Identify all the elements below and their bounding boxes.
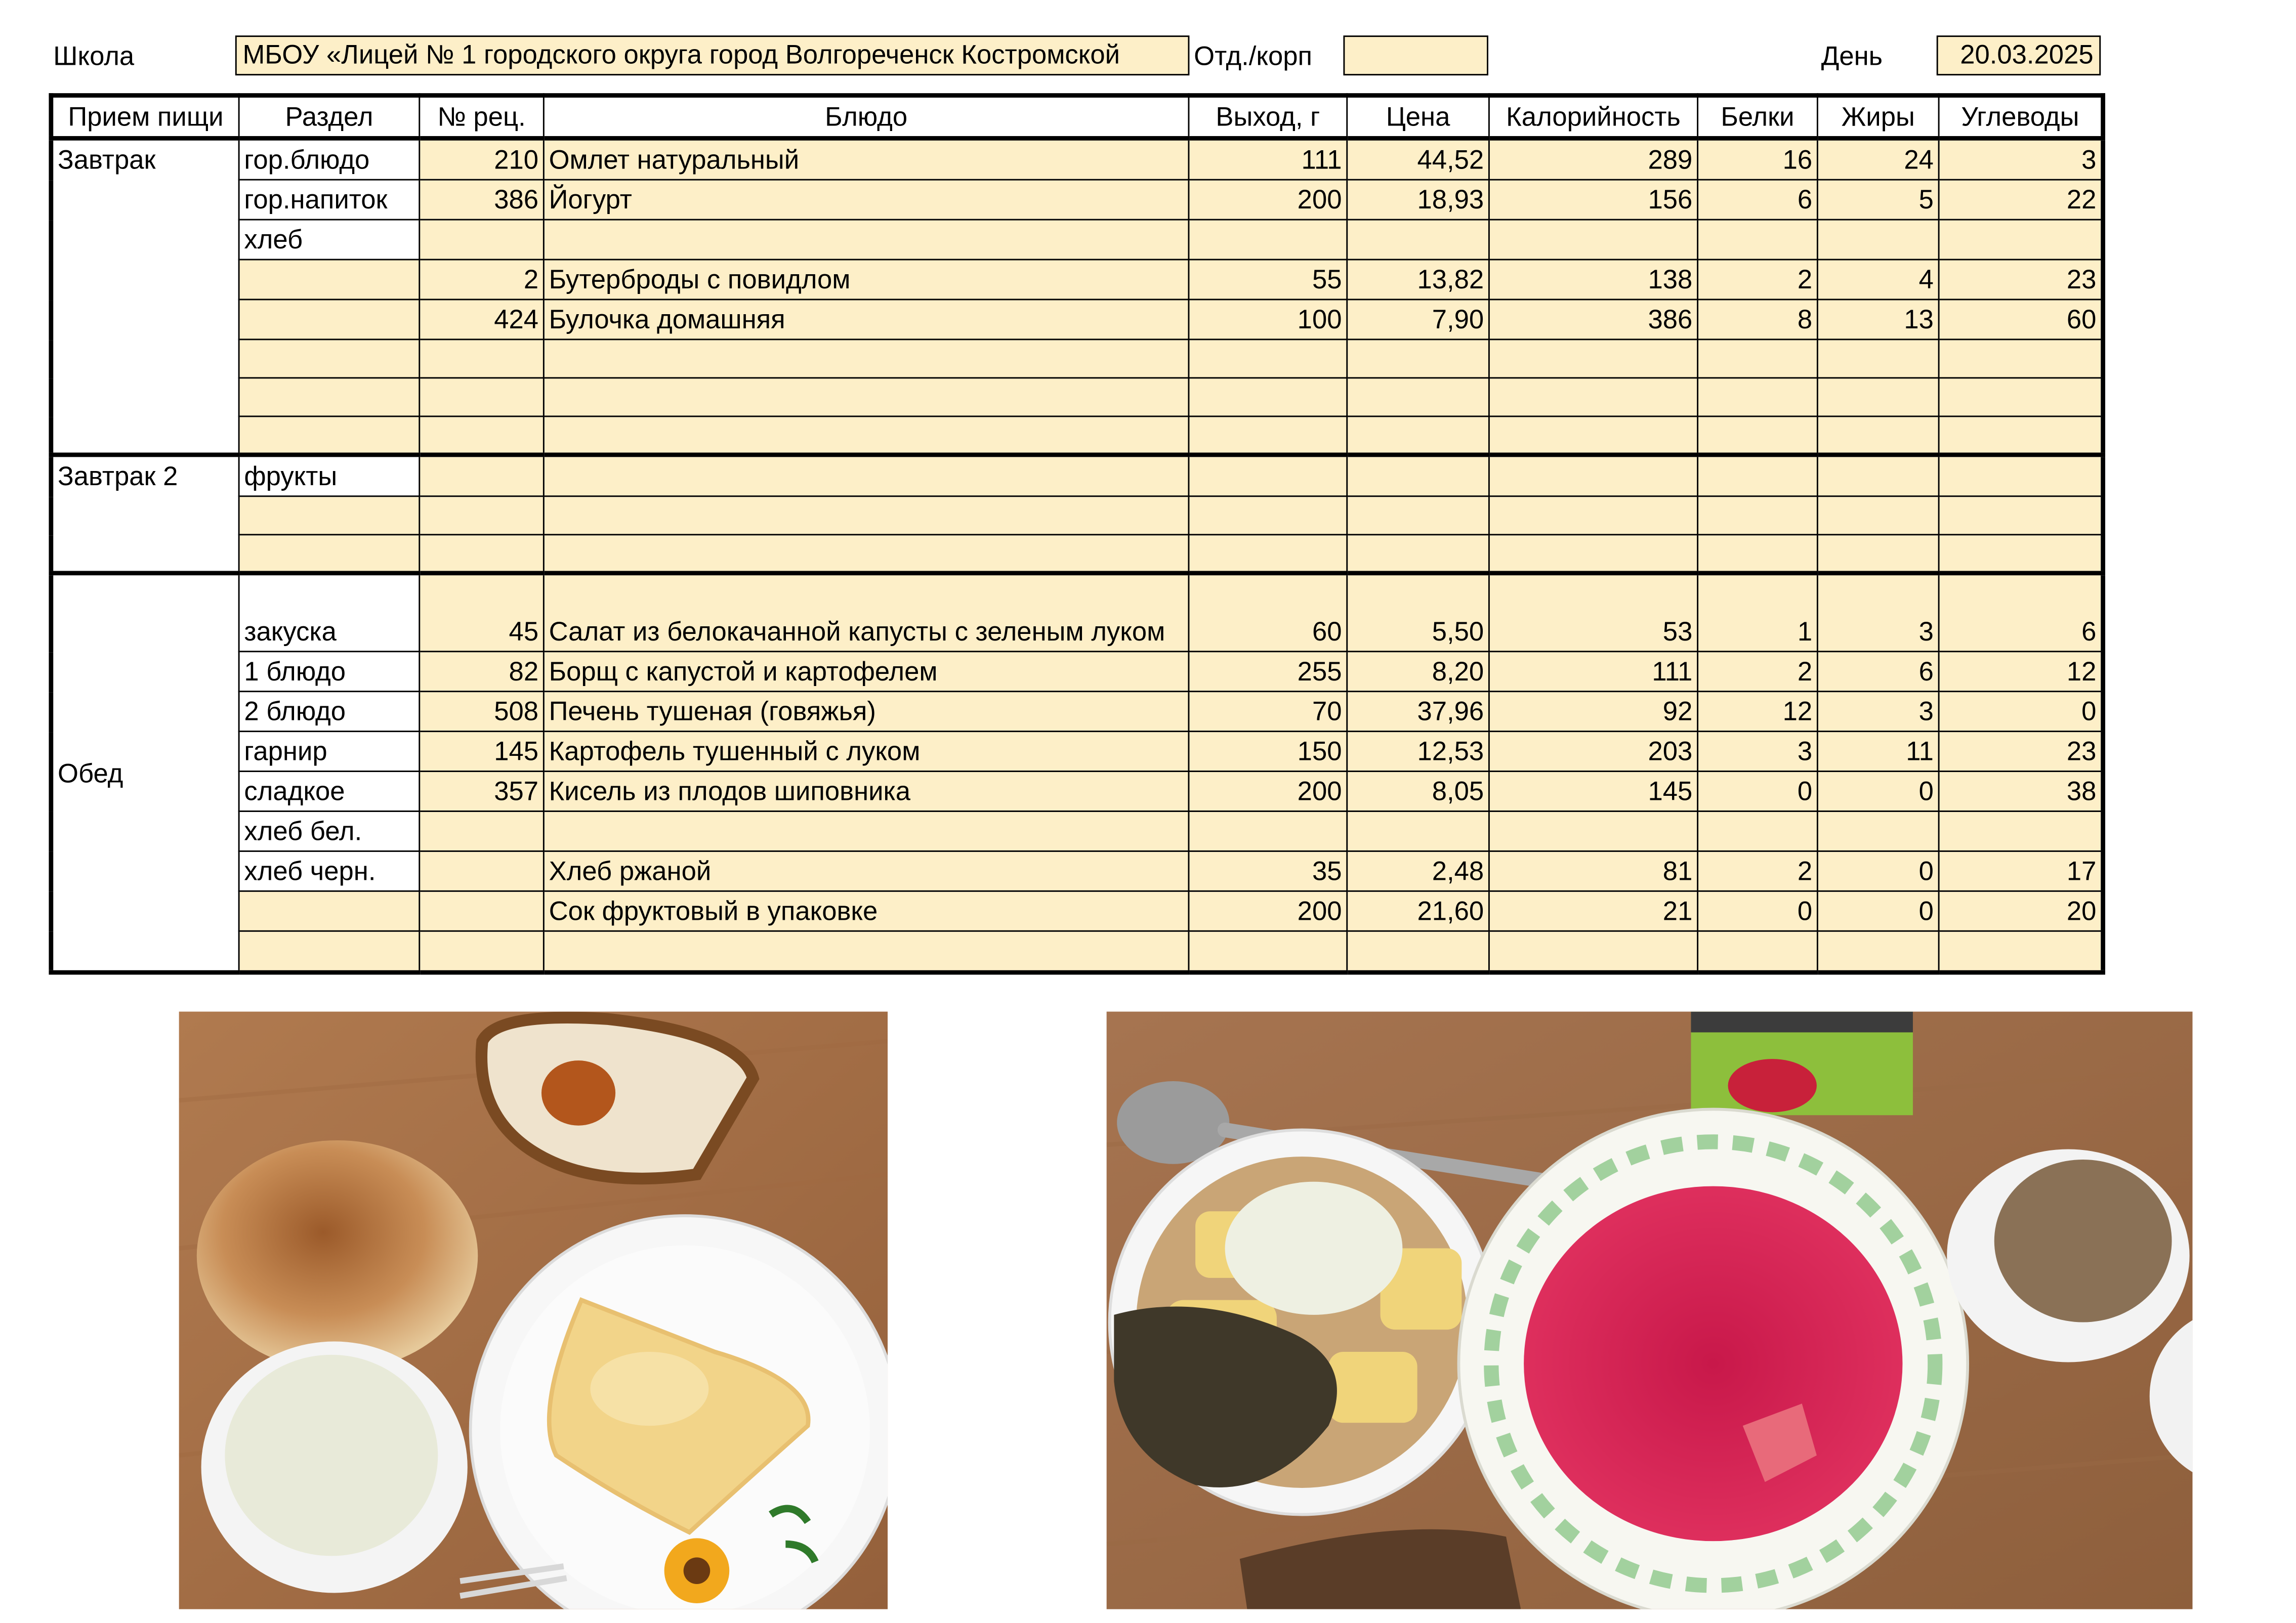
calories-cell[interactable]: 203 bbox=[1489, 732, 1697, 772]
column-header-recipe-number: № рец. bbox=[420, 96, 544, 139]
fat-cell[interactable]: 24 bbox=[1817, 138, 1939, 180]
section-cell[interactable] bbox=[239, 496, 420, 535]
section-cell[interactable]: хлеб бел. bbox=[239, 811, 420, 851]
fat-cell[interactable] bbox=[1817, 496, 1939, 535]
table-row bbox=[51, 732, 2103, 772]
recipe-number-cell[interactable] bbox=[420, 416, 544, 455]
yield-cell[interactable]: 111 bbox=[1189, 138, 1347, 180]
table-row bbox=[51, 416, 2103, 455]
price-cell[interactable] bbox=[1347, 220, 1489, 260]
yield-cell[interactable] bbox=[1189, 378, 1347, 416]
dish-cell[interactable] bbox=[544, 535, 1189, 573]
price-cell[interactable]: 37,96 bbox=[1347, 692, 1489, 732]
recipe-number-cell[interactable]: 424 bbox=[420, 300, 544, 339]
recipe-number-cell[interactable] bbox=[420, 339, 544, 378]
calories-cell[interactable] bbox=[1489, 931, 1697, 972]
column-header-dish: Блюдо bbox=[544, 96, 1189, 139]
meal-name-cell: Обед bbox=[51, 573, 239, 972]
protein-cell[interactable]: 6 bbox=[1698, 180, 1818, 220]
recipe-number-cell[interactable] bbox=[420, 535, 544, 573]
fat-cell[interactable]: 3 bbox=[1817, 573, 1939, 652]
meal-name-cell: Завтрак 2 bbox=[51, 455, 239, 573]
yield-cell[interactable] bbox=[1189, 339, 1347, 378]
recipe-number-cell[interactable] bbox=[420, 455, 544, 496]
fat-cell[interactable] bbox=[1817, 811, 1939, 851]
lunch-photo bbox=[1107, 1012, 2193, 1609]
price-cell[interactable]: 12,53 bbox=[1347, 732, 1489, 772]
fat-cell[interactable]: 5 bbox=[1817, 180, 1939, 220]
section-cell[interactable] bbox=[239, 931, 420, 972]
table-row bbox=[51, 652, 2103, 692]
carbs-cell[interactable] bbox=[1939, 416, 2103, 455]
fat-cell[interactable] bbox=[1817, 220, 1939, 260]
table-row bbox=[51, 692, 2103, 732]
calories-cell[interactable] bbox=[1489, 220, 1697, 260]
carbs-cell[interactable]: 17 bbox=[1939, 851, 2103, 891]
carbs-cell[interactable] bbox=[1939, 931, 2103, 972]
calories-cell[interactable]: 145 bbox=[1489, 772, 1697, 812]
protein-cell[interactable] bbox=[1698, 378, 1818, 416]
price-cell[interactable] bbox=[1347, 416, 1489, 455]
section-cell[interactable]: фрукты bbox=[239, 455, 420, 496]
section-cell[interactable]: гарнир bbox=[239, 732, 420, 772]
breakfast-photo-image bbox=[179, 1012, 888, 1609]
fat-cell[interactable]: 0 bbox=[1817, 851, 1939, 891]
dish-cell[interactable] bbox=[544, 220, 1189, 260]
fat-cell[interactable] bbox=[1817, 339, 1939, 378]
section-cell[interactable]: 2 блюдо bbox=[239, 692, 420, 732]
table-row bbox=[51, 300, 2103, 339]
price-cell[interactable] bbox=[1347, 496, 1489, 535]
fat-cell[interactable]: 13 bbox=[1817, 300, 1939, 339]
fat-cell[interactable] bbox=[1817, 378, 1939, 416]
fat-cell[interactable] bbox=[1817, 416, 1939, 455]
table-row bbox=[51, 260, 2103, 300]
protein-cell[interactable]: 0 bbox=[1698, 772, 1818, 812]
protein-cell[interactable]: 16 bbox=[1698, 138, 1818, 180]
section-cell[interactable]: сладкое bbox=[239, 772, 420, 812]
protein-cell[interactable]: 8 bbox=[1698, 300, 1818, 339]
carbs-cell[interactable] bbox=[1939, 811, 2103, 851]
section-cell[interactable]: гор.блюдо bbox=[239, 138, 420, 180]
calories-cell[interactable] bbox=[1489, 811, 1697, 851]
yield-cell[interactable]: 55 bbox=[1189, 260, 1347, 300]
menu-table-body bbox=[51, 138, 2103, 972]
calories-cell[interactable]: 53 bbox=[1489, 573, 1697, 652]
dish-cell[interactable]: Борщ с капустой и картофелем bbox=[544, 652, 1189, 692]
section-cell[interactable]: гор.напиток bbox=[239, 180, 420, 220]
recipe-number-cell[interactable] bbox=[420, 931, 544, 972]
dish-cell[interactable]: Кисель из плодов шиповника bbox=[544, 772, 1189, 812]
protein-cell[interactable] bbox=[1698, 496, 1818, 535]
carbs-cell[interactable]: 22 bbox=[1939, 180, 2103, 220]
protein-cell[interactable]: 1 bbox=[1698, 573, 1818, 652]
yield-cell[interactable] bbox=[1189, 811, 1347, 851]
table-row bbox=[51, 535, 2103, 573]
dish-cell[interactable] bbox=[544, 931, 1189, 972]
calories-cell[interactable]: 111 bbox=[1489, 652, 1697, 692]
carbs-cell[interactable] bbox=[1939, 220, 2103, 260]
recipe-number-cell[interactable] bbox=[420, 891, 544, 931]
yield-cell[interactable]: 200 bbox=[1189, 180, 1347, 220]
school-label: Школа bbox=[53, 41, 135, 71]
recipe-number-cell[interactable] bbox=[420, 220, 544, 260]
table-row bbox=[51, 772, 2103, 812]
recipe-number-cell[interactable]: 2 bbox=[420, 260, 544, 300]
dish-cell[interactable]: Бутерброды с повидлом bbox=[544, 260, 1189, 300]
department-label: Отд./корп bbox=[1194, 41, 1313, 71]
table-row bbox=[51, 811, 2103, 851]
recipe-number-cell[interactable]: 386 bbox=[420, 180, 544, 220]
price-cell[interactable]: 7,90 bbox=[1347, 300, 1489, 339]
carbs-cell[interactable] bbox=[1939, 455, 2103, 496]
table-row bbox=[51, 220, 2103, 260]
carbs-cell[interactable]: 3 bbox=[1939, 138, 2103, 180]
yield-cell[interactable] bbox=[1189, 220, 1347, 260]
column-header-section: Раздел bbox=[239, 96, 420, 139]
fat-cell[interactable] bbox=[1817, 455, 1939, 496]
section-cell[interactable]: закуска bbox=[239, 573, 420, 652]
price-cell[interactable] bbox=[1347, 378, 1489, 416]
recipe-number-cell[interactable] bbox=[420, 496, 544, 535]
yield-cell[interactable] bbox=[1189, 931, 1347, 972]
calories-cell[interactable] bbox=[1489, 378, 1697, 416]
lunch-photo-image bbox=[1107, 1012, 2193, 1609]
protein-cell[interactable] bbox=[1698, 931, 1818, 972]
yield-cell[interactable] bbox=[1189, 416, 1347, 455]
table-row bbox=[51, 339, 2103, 378]
school-name-field[interactable]: МБОУ «Лицей № 1 городского округа город Волгореченск Костромской bbox=[235, 35, 1190, 75]
column-header-fat: Жиры bbox=[1817, 96, 1939, 139]
carbs-cell[interactable]: 0 bbox=[1939, 692, 2103, 732]
dish-cell[interactable]: Йогурт bbox=[544, 180, 1189, 220]
dish-cell[interactable] bbox=[544, 416, 1189, 455]
fat-cell[interactable]: 11 bbox=[1817, 732, 1939, 772]
dish-cell[interactable] bbox=[544, 455, 1189, 496]
carbs-cell[interactable] bbox=[1939, 496, 2103, 535]
section-cell[interactable] bbox=[239, 378, 420, 416]
calories-cell[interactable] bbox=[1489, 535, 1697, 573]
section-cell[interactable] bbox=[239, 891, 420, 931]
yield-cell[interactable]: 200 bbox=[1189, 891, 1347, 931]
section-cell[interactable] bbox=[239, 260, 420, 300]
yield-cell[interactable]: 70 bbox=[1189, 692, 1347, 732]
price-cell[interactable]: 21,60 bbox=[1347, 891, 1489, 931]
protein-cell[interactable]: 0 bbox=[1698, 891, 1818, 931]
table-row bbox=[51, 455, 2103, 496]
protein-cell[interactable] bbox=[1698, 339, 1818, 378]
yield-cell[interactable]: 60 bbox=[1189, 573, 1347, 652]
yield-cell[interactable]: 35 bbox=[1189, 851, 1347, 891]
carbs-cell[interactable]: 12 bbox=[1939, 652, 2103, 692]
protein-cell[interactable]: 2 bbox=[1698, 260, 1818, 300]
table-row bbox=[51, 496, 2103, 535]
calories-cell[interactable] bbox=[1489, 339, 1697, 378]
fat-cell[interactable] bbox=[1817, 931, 1939, 972]
section-cell[interactable] bbox=[239, 535, 420, 573]
carbs-cell[interactable] bbox=[1939, 339, 2103, 378]
recipe-number-cell[interactable]: 145 bbox=[420, 732, 544, 772]
protein-cell[interactable]: 2 bbox=[1698, 652, 1818, 692]
protein-cell[interactable]: 12 bbox=[1698, 692, 1818, 732]
yield-cell[interactable]: 200 bbox=[1189, 772, 1347, 812]
recipe-number-cell[interactable]: 82 bbox=[420, 652, 544, 692]
protein-cell[interactable] bbox=[1698, 811, 1818, 851]
calories-cell[interactable]: 92 bbox=[1489, 692, 1697, 732]
protein-cell[interactable] bbox=[1698, 535, 1818, 573]
price-cell[interactable]: 18,93 bbox=[1347, 180, 1489, 220]
dish-cell[interactable]: Печень тушеная (говяжья) bbox=[544, 692, 1189, 732]
protein-cell[interactable] bbox=[1698, 220, 1818, 260]
carbs-cell[interactable]: 6 bbox=[1939, 573, 2103, 652]
price-cell[interactable]: 8,05 bbox=[1347, 772, 1489, 812]
fat-cell[interactable]: 0 bbox=[1817, 891, 1939, 931]
column-header-protein: Белки bbox=[1698, 96, 1818, 139]
calories-cell[interactable]: 289 bbox=[1489, 138, 1697, 180]
table-row bbox=[51, 378, 2103, 416]
dish-cell[interactable]: Булочка домашняя bbox=[544, 300, 1189, 339]
section-cell[interactable]: 1 блюдо bbox=[239, 652, 420, 692]
recipe-number-cell[interactable]: 210 bbox=[420, 138, 544, 180]
carbs-cell[interactable]: 23 bbox=[1939, 260, 2103, 300]
calories-cell[interactable]: 81 bbox=[1489, 851, 1697, 891]
day-date-field[interactable]: 20.03.2025 bbox=[1937, 35, 2101, 75]
dish-cell[interactable]: Сок фруктовый в упаковке bbox=[544, 891, 1189, 931]
table-row bbox=[51, 180, 2103, 220]
section-cell[interactable] bbox=[239, 300, 420, 339]
dish-cell[interactable]: Салат из белокачанной капусты с зеленым луком bbox=[544, 573, 1189, 652]
day-label: День bbox=[1821, 41, 1883, 71]
dish-cell[interactable] bbox=[544, 496, 1189, 535]
yield-cell[interactable] bbox=[1189, 535, 1347, 573]
column-header-price: Цена bbox=[1347, 96, 1489, 139]
price-cell[interactable]: 8,20 bbox=[1347, 652, 1489, 692]
price-cell[interactable] bbox=[1347, 339, 1489, 378]
yield-cell[interactable] bbox=[1189, 496, 1347, 535]
price-cell[interactable] bbox=[1347, 535, 1489, 573]
recipe-number-cell[interactable]: 357 bbox=[420, 772, 544, 812]
meal-name-cell: Завтрак bbox=[51, 138, 239, 455]
table-header-row bbox=[51, 96, 2103, 139]
table-row bbox=[51, 138, 2103, 180]
calories-cell[interactable] bbox=[1489, 416, 1697, 455]
calories-cell[interactable] bbox=[1489, 455, 1697, 496]
carbs-cell[interactable]: 23 bbox=[1939, 732, 2103, 772]
calories-cell[interactable]: 21 bbox=[1489, 891, 1697, 931]
table-row bbox=[51, 931, 2103, 972]
section-cell[interactable]: хлеб bbox=[239, 220, 420, 260]
dish-cell[interactable]: Омлет натуральный bbox=[544, 138, 1189, 180]
carbs-cell[interactable]: 20 bbox=[1939, 891, 2103, 931]
column-header-meal: Прием пищи bbox=[51, 96, 239, 139]
protein-cell[interactable] bbox=[1698, 416, 1818, 455]
dish-cell[interactable] bbox=[544, 339, 1189, 378]
calories-cell[interactable] bbox=[1489, 496, 1697, 535]
fat-cell[interactable]: 3 bbox=[1817, 692, 1939, 732]
fat-cell[interactable]: 6 bbox=[1817, 652, 1939, 692]
yield-cell[interactable]: 255 bbox=[1189, 652, 1347, 692]
dish-cell[interactable]: Хлеб ржаной bbox=[544, 851, 1189, 891]
carbs-cell[interactable] bbox=[1939, 378, 2103, 416]
menu-table bbox=[49, 93, 2105, 974]
department-field[interactable] bbox=[1343, 35, 1488, 75]
recipe-number-cell[interactable]: 508 bbox=[420, 692, 544, 732]
recipe-number-cell[interactable] bbox=[420, 811, 544, 851]
fat-cell[interactable]: 0 bbox=[1817, 772, 1939, 812]
recipe-number-cell[interactable]: 45 bbox=[420, 573, 544, 652]
yield-cell[interactable] bbox=[1189, 455, 1347, 496]
dish-cell[interactable] bbox=[544, 378, 1189, 416]
protein-cell[interactable]: 3 bbox=[1698, 732, 1818, 772]
column-header-yield: Выход, г bbox=[1189, 96, 1347, 139]
carbs-cell[interactable]: 60 bbox=[1939, 300, 2103, 339]
protein-cell[interactable]: 2 bbox=[1698, 851, 1818, 891]
yield-cell[interactable]: 100 bbox=[1189, 300, 1347, 339]
table-row bbox=[51, 891, 2103, 931]
protein-cell[interactable] bbox=[1698, 455, 1818, 496]
section-cell[interactable]: хлеб черн. bbox=[239, 851, 420, 891]
price-cell[interactable] bbox=[1347, 455, 1489, 496]
recipe-number-cell[interactable] bbox=[420, 851, 544, 891]
carbs-cell[interactable] bbox=[1939, 535, 2103, 573]
price-cell[interactable] bbox=[1347, 931, 1489, 972]
fat-cell[interactable]: 4 bbox=[1817, 260, 1939, 300]
price-cell[interactable] bbox=[1347, 811, 1489, 851]
yield-cell[interactable]: 150 bbox=[1189, 732, 1347, 772]
price-cell[interactable]: 2,48 bbox=[1347, 851, 1489, 891]
section-cell[interactable] bbox=[239, 416, 420, 455]
dish-cell[interactable]: Картофель тушенный с луком bbox=[544, 732, 1189, 772]
recipe-number-cell[interactable] bbox=[420, 378, 544, 416]
calories-cell[interactable]: 386 bbox=[1489, 300, 1697, 339]
column-header-calories: Калорийность bbox=[1489, 96, 1697, 139]
fat-cell[interactable] bbox=[1817, 535, 1939, 573]
carbs-cell[interactable]: 38 bbox=[1939, 772, 2103, 812]
calories-cell[interactable]: 138 bbox=[1489, 260, 1697, 300]
table-row bbox=[51, 573, 2103, 652]
table-row bbox=[51, 851, 2103, 891]
section-cell[interactable] bbox=[239, 339, 420, 378]
breakfast-photo bbox=[179, 1012, 888, 1609]
price-cell[interactable]: 44,52 bbox=[1347, 138, 1489, 180]
column-header-carbs: Углеводы bbox=[1939, 96, 2103, 139]
price-cell[interactable]: 13,82 bbox=[1347, 260, 1489, 300]
price-cell[interactable]: 5,50 bbox=[1347, 573, 1489, 652]
calories-cell[interactable]: 156 bbox=[1489, 180, 1697, 220]
dish-cell[interactable] bbox=[544, 811, 1189, 851]
